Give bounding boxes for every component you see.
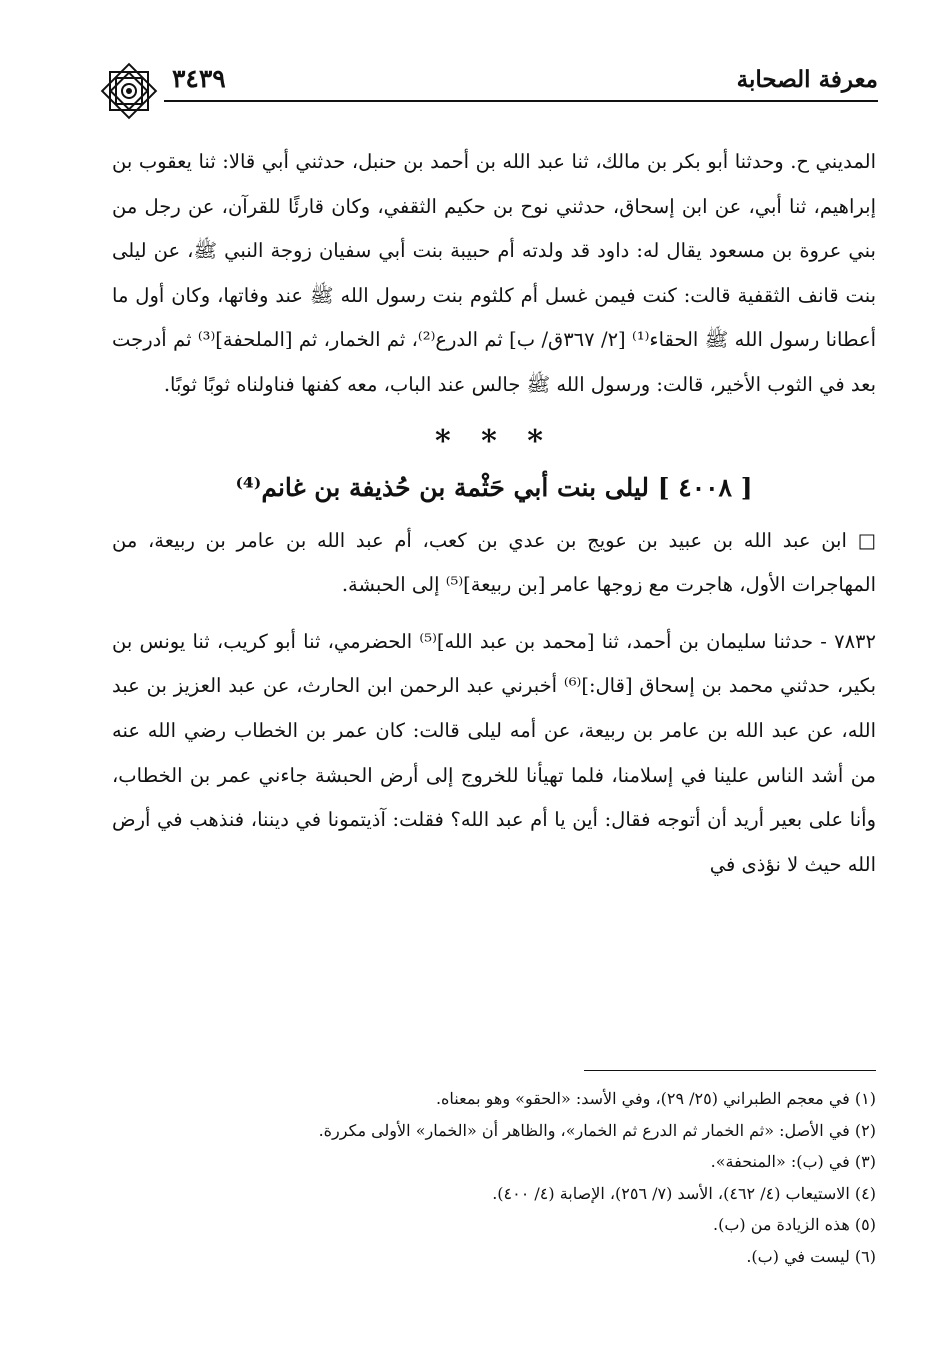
footnotes <box>112 1083 876 1272</box>
page-number: ٣٤٣٩ <box>172 64 226 93</box>
entry-heading: [ ٤٠٠٨ ] ليلى بنت أبي حَثْمة بن حُذيفة بن غانم⁽⁴⁾ <box>235 472 753 502</box>
footnote-rule <box>584 1070 876 1071</box>
ornament-star-icon <box>96 58 162 124</box>
running-title: معرفة الصحابة <box>736 66 878 93</box>
footnote-item: (٣) في (ب): «المنحفة». <box>710 1152 876 1171</box>
footnote-item: (١) في معجم الطبراني (٢٥/ ٢٩)، وفي الأسد: «الحقو» وهو بمعناه. <box>435 1089 876 1108</box>
paragraph-hadith-7832: ٧٨٣٢ - حدثنا سليمان بن أحمد، ثنا [محمد بن عبد الله]⁽⁵⁾ الحضرمي، ثنا أبو كريب، ثنا يونس بن بكير، حدثني محمد بن إسحاق [قال:]⁽⁶⁾ أخبرني عبد الرحمن ابن الحارث، عن عبد العزيز بن عبد الله، عن عبد الله بن عامر بن ربيعة، عن أمه ليلى قالت: كان عمر بن الخطاب رضي الله عنه من أشد الناس علينا في إسلامنا، فلما تهيأنا للخروج إلى أرض الحبشة جاءني عمر بن الخطاب، وأنا على بعير أريد أن أتوجه فقال: أين يا أم عبد الله؟ فقلت: آذيتمونا في ديننا، فنذهب في أرض الله حيث لا نؤذى في <box>112 629 876 876</box>
paragraph-continued-hadith: المديني ح. وحدثنا أبو بكر بن مالك، ثنا عبد الله بن أحمد بن حنبل، حدثني أبي قالا: ثنا يعقوب بن إبراهيم، ثنا أبي، عن ابن إسحاق، حدثني نوح بن حكيم الثقفي، وكان قارئًا للقرآن، عن رجل من بني عروة بن مسعود يقال له: داود قد ولدته أم حبيبة بنت أبي سفيان زوجة النبي ﷺ، عن ليلى بنت قانف الثقفية قالت: كنت فيمن غسل أم كلثوم بنت رسول الله ﷺ عند وفاتها، وكان أول ما أعطانا رسول الله ﷺ الحقاء⁽¹⁾ [٢/ ٣٦٧ق/ ب] ثم الدرع⁽²⁾، ثم الخمار، ثم [الملحفة]⁽³⁾ ثم أدرجت بعد في الثوب الأخير، قالت: ورسول الله ﷺ جالس عند الباب، معه كفنها فناولناه ثوبًا ثوبًا. <box>112 150 877 396</box>
page-body <box>112 140 876 887</box>
header-rule <box>164 100 878 102</box>
footnote-item: (٦) ليست في (ب). <box>746 1246 876 1266</box>
paragraph-biography: □ ابن عبد الله بن عبيد بن عويج بن عدي بن كعب، أم عبد الله بن عامر بن ربيعة، من المهاجرات الأول، هاجرت مع زوجها عامر [بن ربيعة]⁽⁵⁾ إلى الحبشة. <box>112 528 876 597</box>
section-separator: * * * <box>435 423 553 459</box>
footnote-item: (٥) هذه الزيادة من (ب). <box>712 1215 876 1234</box>
footnote-item: (٤) الاستيعاب (٤/ ٤٦٢)، الأسد (٧/ ٢٥٦)، الإصابة (٤/ ٤٠٠). <box>492 1183 876 1203</box>
page-header <box>102 58 878 108</box>
footnote-item: (٢) في الأصل: «ثم الخمار ثم الدرع ثم الخمار»، والظاهر أن «الخمار» الأولى مكررة. <box>318 1120 876 1140</box>
